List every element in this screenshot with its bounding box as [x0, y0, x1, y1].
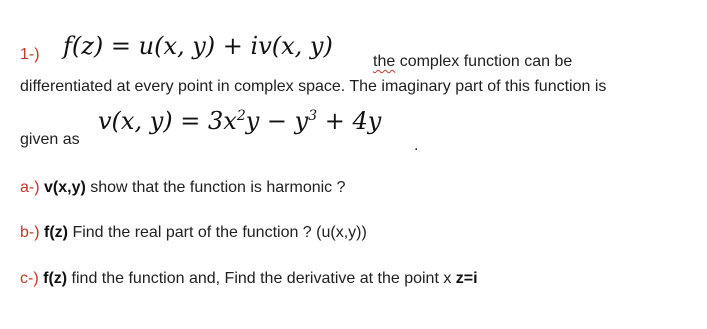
trailing-dot: .	[414, 137, 419, 154]
imaginary-part-formula: v(x, $y) = 3x^2y - y^3 + 4y$	[98, 107, 382, 135]
problem-number: 1-)	[20, 46, 40, 63]
question-point: z=i	[455, 270, 478, 287]
question-label: c-)	[20, 270, 39, 287]
question-label: b-)	[20, 224, 40, 241]
question-term: f(z)	[44, 224, 68, 241]
question-term: v(x,y)	[44, 179, 86, 196]
question-text: find the function and, Find the derivative at the point x	[67, 270, 456, 287]
question-text: Find the real part of the function ? (u(x,y))	[68, 224, 367, 241]
line1-text	[373, 53, 572, 71]
question-term: f(z)	[43, 270, 68, 287]
question-text: show that the function is harmonic ?	[85, 179, 346, 196]
question-b	[20, 224, 367, 242]
question-c	[20, 270, 478, 288]
wavy-underlined-word: the	[373, 53, 396, 70]
statement-line-2: differentiated at every point in complex space. The imaginary part of this function is	[20, 78, 607, 95]
question-a	[20, 179, 346, 197]
given-as-text: given as	[20, 131, 80, 148]
given-function-formula: f(z) = u(x, y) + iv(x, y)	[63, 32, 333, 60]
question-label: a-)	[20, 179, 40, 196]
line1-rest: complex function can be	[395, 53, 573, 70]
